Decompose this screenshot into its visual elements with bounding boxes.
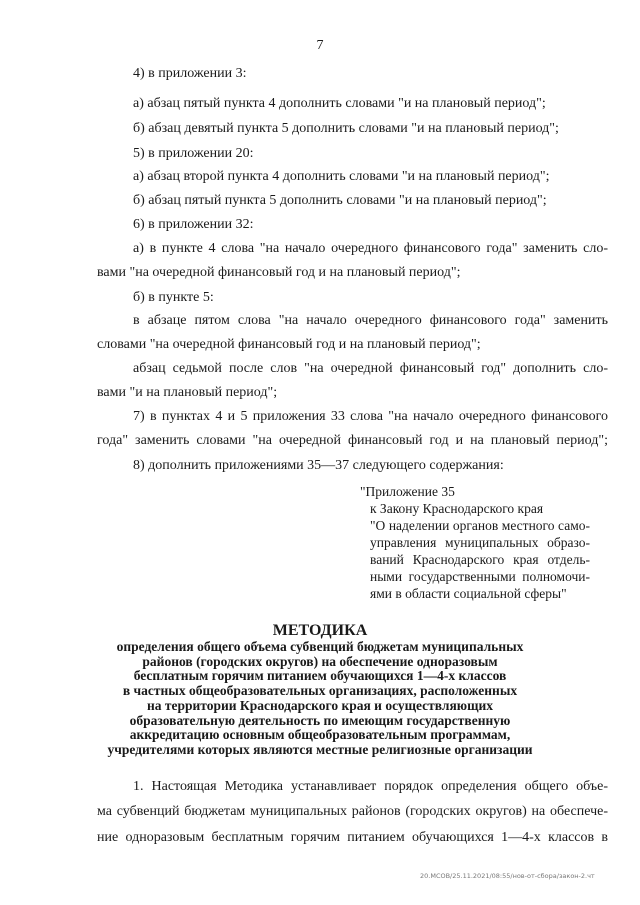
paragraph-line: в абзаце пятом слова "на начало очередного финансового года" заменить (133, 313, 608, 328)
method-subtitle-line: аккредитацию основным общеобразовательным программам, (129, 727, 511, 743)
appendix-line: "О наделении органов местного само- (370, 518, 590, 533)
paragraph-line: а) абзац пятый пункта 4 дополнить словами "и на плановый период"; (133, 96, 546, 111)
paragraph-line: б) в пункте 5: (133, 290, 214, 305)
appendix-reference-block (360, 483, 590, 602)
appendix-line: управления муниципальных образо- (370, 535, 590, 550)
paragraph-line: 6) в приложении 32: (133, 217, 254, 232)
appendix-line: к Закону Краснодарского края (370, 501, 544, 516)
paragraph-line: года" заменить словами "на очередной финансовый год и на плановый период"; (97, 433, 608, 448)
paragraph-line: абзац седьмой после слов "на очередной финансовый год" дополнить сло- (133, 361, 608, 376)
paragraph-line: словами "на очередной финансовый год и на плановый период"; (97, 337, 481, 352)
method-subtitle-line: образовательную деятельность по имеющим государственную (129, 712, 511, 728)
method-subtitle-line: бесплатным горячим питанием обучающихся 1—4-х классов (133, 668, 507, 684)
paragraph-line: б) абзац девятый пункта 5 дополнить словами "и на плановый период"; (133, 121, 559, 136)
method-subtitle (100, 640, 540, 758)
paragraph-line: вами "на очередной финансовый год и на плановый период"; (97, 265, 461, 280)
appendix-line: "Приложение 35 (360, 484, 455, 499)
paragraph-line: 1. Настоящая Методика устанавливает порядок определения общего объе- (133, 779, 608, 794)
appendix-line: ями в области социальной сферы" (370, 586, 567, 601)
method-subtitle-line: учредителями которых являются местные религиозные организации (107, 741, 533, 757)
paragraph-line: вами "и на плановый период"; (97, 385, 278, 400)
paragraph-line: 7) в пунктах 4 и 5 приложения 33 слова "на начало очередного финансового (133, 409, 608, 424)
page-number: 7 (316, 38, 324, 53)
appendix-line: ными государственными полномочи- (370, 569, 590, 584)
method-subtitle-line: на территории Краснодарского края и осуществляющих (146, 697, 494, 713)
method-subtitle-line: в частных общеобразовательных организациях, расположенных (122, 683, 518, 699)
paragraph-line: а) абзац второй пункта 4 дополнить словами "и на плановый период"; (133, 169, 550, 184)
paragraph-line: 8) дополнить приложениями 35—37 следующего содержания: (133, 458, 504, 473)
paragraph-line: 5) в приложении 20: (133, 146, 254, 161)
appendix-line: ваний Краснодарского края отдель- (370, 552, 590, 567)
paragraph-line: б) абзац пятый пункта 5 дополнить словами "и на плановый период"; (133, 193, 547, 208)
method-subtitle-line: районов (городских округов) на обеспечение одноразовым (142, 653, 498, 669)
paragraph-line: ма субвенций бюджетам муниципальных районов (городских округов) на обеспече- (97, 804, 608, 819)
footer-file-path: 20.МСОВ/25.11.2021/08:55/нов-от-сбора/закон-2.чт (420, 872, 595, 880)
paragraph-line: а) в пункте 4 слова "на начало очередного финансового года" заменить сло- (133, 241, 608, 256)
paragraph-line: ние одноразовым бесплатным горячим питанием обучающихся 1—4-х классов в (97, 830, 608, 845)
paragraph-line: 4) в приложении 3: (133, 66, 247, 81)
method-title: МЕТОДИКА (272, 622, 368, 639)
method-subtitle-line: определения общего объема субвенций бюджетам муниципальных (116, 639, 524, 654)
